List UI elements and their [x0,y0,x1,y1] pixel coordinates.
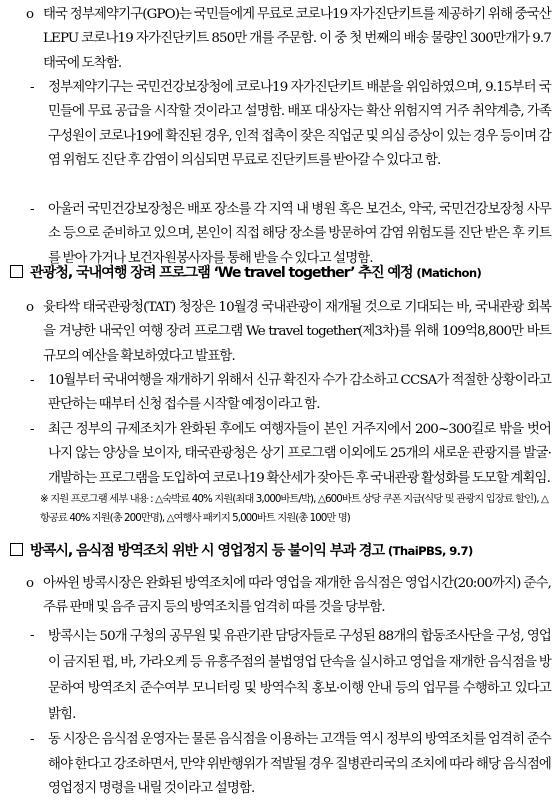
sub-bullet: - [30,628,35,643]
bangkok-section-heading [10,540,473,562]
paragraph-bullet: o [26,576,35,591]
paragraph-bullet: o [26,7,35,22]
checkbox-square-icon [10,543,23,556]
support-details-note: ※ 지원 프로그램 세부 내용 : △숙박료 40% 지원(최대 3,000바트/박), △600바트 상당 쿠폰 지급(식당 및 관광지 입장료 할인), △항공료 40% 지원(총 200만명), △여행사 패키지 5,000바트 지원(총 100만 명) [40,493,548,524]
sub-bullet: - [30,80,35,95]
bangkok-source: (ThaiPBS, 9.7) [387,544,473,558]
bangkok-heading-text: 방콕시, 음식점 방역조치 위반 시 영업정지 등 불이익 부과 경고 [30,543,384,559]
gpo-paragraph: 태국 정부제약기구(GPO)는 국민들에게 무료로 코로나19 자가진단키트를 제공하기 위해 중국산 LEPU 코로나19 자가진단키트 850만 개를 주문함. 이 중 첫 번째의 배송 물량인 300만개가 9.7 태국에 도착함. [43,7,551,71]
travel-heading-text: 관광청, 국내여행 장려 프로그램 ‘We travel together’ 추진 예정 [30,265,413,281]
bangkok-inspection-paragraph: 방콕시는 50개 구청의 공무원 및 유관기관 담당자들로 구성된 88개의 합동조사단을 구성, 영업이 금지된 펍, 바, 가라오케 등 유흥주점의 불법영업 단속을 실시하고 영업을 재개한 음식점을 방문하여 방역조치 준수여부 모니터링 및 방역수칙 홍보·이행 안내 등의 업무를 수행하고 있다고 밝힘. [48,629,551,722]
tat-schedule-paragraph: 10월부터 국내여행을 재개하기 위해서 신규 확진자 수가 감소하고 CCSA가 적절한 상황이라고 판단하는 때부터 신청 접수를 시작할 예정이라고 함. [48,373,551,413]
paragraph-bullet: o [26,300,35,315]
gpo-location-paragraph: 아울러 국민건강보장청은 배포 장소를 각 지역 내 병원 혹은 보건소, 약국, 국민건강보장청 사무소 등으로 준비하고 있으며, 본인이 직접 해당 장소를 방문하여 감염 위험도를 진단 받은 후 키트를 받아 가거나 보건자원봉사자를 통해 받을 수 있다고 설명함. [48,202,551,266]
checkbox-square-icon [10,265,23,278]
bangkok-enforcement-paragraph: 동 시장은 음식점 운영자는 물론 음식점을 이용하는 고객들 역시 정부의 방역조치를 엄격히 준수해야 한다고 강조하면서, 만약 위반행위가 적발될 경우 질병관리국의 조치에 따라 해당 음식점에 영업정지 명령을 내릴 것이라고 설명함. [48,732,551,796]
tat-paragraph: 윳타싹 태국관광청(TAT) 청장은 10월경 국내관광이 재개될 것으로 기대되는 바, 국내관광 회복을 겨냥한 내국인 여행 장려 프로그램 We travel together(제3차)를 위해 109억8,800만 바트 규모의 예산을 확보하였다고 발표함. [43,300,551,364]
travel-section-heading [10,262,481,284]
tat-plan-paragraph: 최근 정부의 규제조치가 완화된 후에도 여행자들이 본인 거주지에서 200~300킬로 밖을 벗어나지 않는 양상을 보이자, 태국관광청은 상기 프로그램 이외에도 25개의 새로운 관광지를 발굴·개발하는 프로그램을 도입하여 코로나19 확산세가 잦아든 후 국내관광 활성화를 도모할 계획임. [48,422,551,486]
gpo-distribution-paragraph: 정부제약기구는 국민건강보장청에 코로나19 자가진단키트 배분을 위임하였으며, 9.15부터 국민들에 무료 공급을 시작할 것이라고 설명함. 배포 대상자는 확산 위험지역 거주 취약계층, 가족 구성원이 코로나19에 확진된 경우, 인적 접촉이 잦은 직업군 및 의심 증상이 있는 경우 등이며 감염 위험도 진단 후 감염이 의심되면 무료로 진단키트를 받아갈 수 있다고 함. [48,80,551,168]
sub-bullet: - [30,732,35,747]
sub-bullet: - [30,373,35,388]
sub-bullet: - [30,422,35,437]
bangkok-governor-paragraph: 아싸윈 방콕시장은 완화된 방역조치에 따라 영업을 재개한 음식점은 영업시간(20:00까지) 준수, 주류 판매 및 음주 금지 등의 방역조치를 엄격히 따를 것을 당부함. [43,576,551,616]
sub-bullet: - [30,202,35,217]
travel-source: (Matichon) [416,266,482,280]
